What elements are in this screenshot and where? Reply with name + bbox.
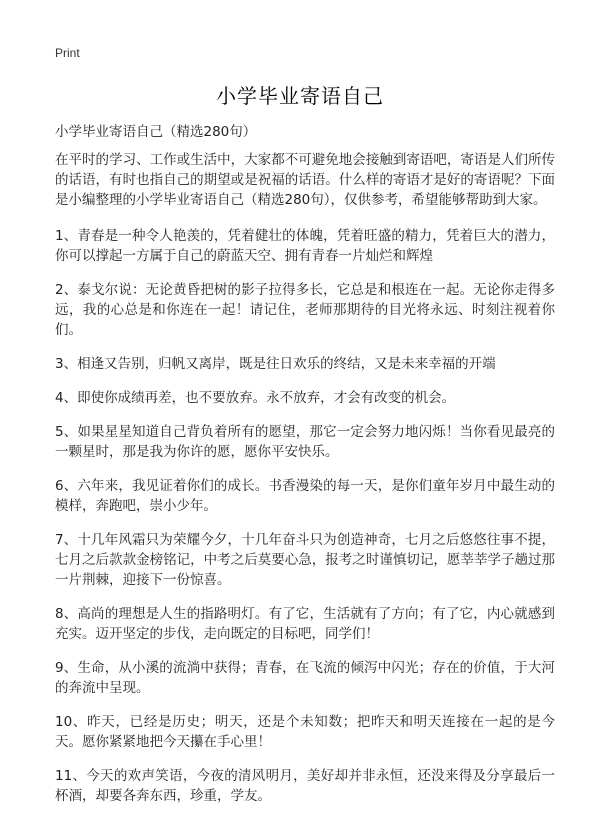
list-item: 7、十几年风霜只为荣耀今夕，十几年奋斗只为创造神奇，七月之后悠悠往事不提，七月之后款款金榜铭记，中考之后莫要心急，报考之时谨慎切记，愿莘莘学子趟过那一片荆棘，迎接下一份惊喜。 (55, 532, 555, 588)
page-title: 小学毕业寄语自己 (216, 84, 384, 108)
list-item: 9、生命，从小溪的流淌中获得；青春，在飞流的倾泻中闪光；存在的价值，于大河的奔流中呈现。 (55, 660, 555, 696)
list-item: 2、泰戈尔说：无论黄昏把树的影子拉得多长，它总是和根连在一起。无论你走得多远，我的心总是和你连在一起！请记住，老师那期待的目光将永远、时刻注视着你们。 (55, 282, 555, 338)
list-item: 8、高尚的理想是人生的指路明灯。有了它，生活就有了方向；有了它，内心就感到充实。迈开坚定的步伐，走向既定的目标吧，同学们！ (55, 606, 555, 642)
list-item: 6、六年来，我见证着你们的成长。书香漫染的每一天，是你们童年岁月中最生动的模样，奔跑吧，崇小少年。 (55, 478, 555, 514)
list-item: 5、如果星星知道自己背负着所有的愿望，那它一定会努力地闪烁！当你看见最亮的一颗星时，那是我为你许的愿，愿你平安快乐。 (55, 424, 555, 460)
print-link[interactable]: Print (55, 46, 80, 60)
list-item: 1、青春是一种令人艳羡的，凭着健壮的体魄，凭着旺盛的精力，凭着巨大的潜力，你可以撑起一方属于自己的蔚蓝天空、拥有青春一片灿烂和辉煌 (55, 228, 555, 264)
list-item: 4、即使你成绩再差，也不要放弃。永不放弃，才会有改变的机会。 (55, 390, 456, 406)
list-item: 10、昨天，已经是历史；明天，还是个未知数；把昨天和明天连接在一起的是今天。愿你紧紧地把今天攥在手心里！ (55, 714, 555, 750)
article-subtitle: 小学毕业寄语自己（精选280句） (55, 124, 257, 140)
article-body (55, 150, 555, 820)
intro-paragraph: 在平时的学习、工作或生活中，大家都不可避免地会接触到寄语吧，寄语是人们所传的话语，有时也指自己的期望或是祝福的话语。什么样的寄语才是好的寄语呢？下面是小编整理的小学毕业寄语自己（精选280句），仅供参考，希望能够帮助到大家。 (55, 152, 555, 208)
list-item: 3、相逢又告别，归帆又离岸，既是往日欢乐的终结，又是未来幸福的开端 (55, 356, 496, 372)
list-item: 11、今天的欢声笑语，今夜的清风明月，美好却并非永恒，还没来得及分享最后一杯酒，却要各奔东西，珍重，学友。 (55, 768, 555, 804)
